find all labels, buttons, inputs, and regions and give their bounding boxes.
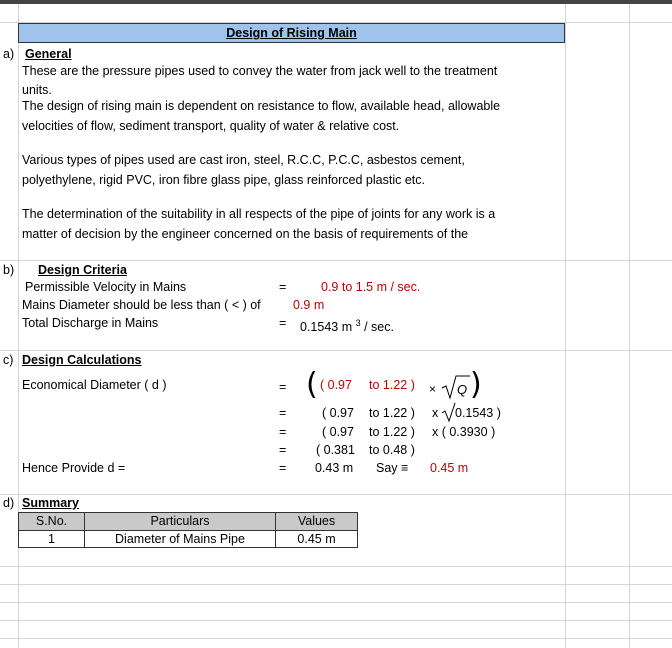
equals-sign: = — [279, 380, 287, 394]
summary-cell-particulars[interactable]: Diameter of Mains Pipe — [84, 530, 276, 548]
sqrt-symbol-q: Q — [457, 382, 468, 397]
general-text[interactable]: velocities of flow, sediment transport, quality of water & relative cost. — [22, 119, 400, 133]
general-text[interactable]: The design of rising main is dependent on resistance to flow, available head, allowable — [22, 99, 501, 113]
grid-column-line — [629, 4, 630, 648]
economical-diameter-label[interactable]: Economical Diameter ( d ) — [22, 378, 167, 392]
velocity-value[interactable]: 0.9 to 1.5 m / sec. — [321, 280, 421, 294]
calc-coefficient[interactable]: ( 0.97 — [322, 406, 354, 420]
equals-sign: = — [279, 425, 287, 439]
sheet-title[interactable]: Design of Rising Main — [18, 23, 565, 43]
summary-heading[interactable]: Summary — [22, 496, 79, 510]
calc-value[interactable]: x ( 0.3930 ) — [432, 425, 496, 439]
say-label: Say ≡ — [376, 461, 409, 475]
provide-label[interactable]: Hence Provide d = — [22, 461, 126, 475]
summary-header-values[interactable]: Values — [275, 512, 358, 531]
grid-row-line — [0, 350, 672, 351]
equals-sign: = — [279, 443, 287, 457]
grid-column-line — [18, 4, 19, 648]
computed-diameter[interactable]: 0.43 m — [315, 461, 354, 475]
calc-coefficient[interactable]: to 1.22 ) — [369, 406, 415, 420]
section-marker-c: c) — [3, 353, 14, 367]
calc-coefficient[interactable]: ( 0.97 — [322, 425, 354, 439]
grid-row-line — [0, 602, 672, 603]
summary-cell-sno[interactable]: 1 — [18, 530, 85, 548]
calc-result-high[interactable]: to 0.48 ) — [369, 443, 415, 457]
calc-coefficient[interactable]: to 1.22 ) — [369, 378, 415, 392]
calc-value[interactable]: 0.1543 ) — [455, 406, 501, 420]
general-text[interactable]: polyethylene, rigid PVC, iron fibre glass pipe, glass reinforced plastic etc. — [22, 173, 425, 187]
general-text[interactable]: These are the pressure pipes used to convey the water from jack well to the treatment — [22, 64, 498, 78]
adopted-diameter[interactable]: 0.45 m — [430, 461, 469, 475]
equals-sign: = — [279, 316, 287, 330]
multiply-sign: x — [432, 406, 439, 420]
calc-coefficient[interactable]: ( 0.97 — [320, 378, 352, 392]
criteria-heading[interactable]: Design Criteria — [38, 263, 127, 277]
general-text[interactable]: matter of decision by the engineer concerned on the basis of requirements of the — [22, 227, 469, 241]
section-marker-a: a) — [3, 47, 15, 61]
calculations-heading[interactable]: Design Calculations — [22, 353, 142, 367]
diameter-limit-label[interactable]: Mains Diameter should be less than ( < ) of — [22, 298, 261, 312]
right-bracket-icon: ) — [470, 367, 482, 402]
grid-row-line — [0, 566, 672, 567]
equals-sign: = — [279, 280, 287, 294]
multiply-sign: × — [429, 382, 437, 396]
velocity-label[interactable]: Permissible Velocity in Mains — [25, 280, 187, 294]
calc-result-low[interactable]: ( 0.381 — [316, 443, 355, 457]
diameter-limit-value[interactable]: 0.9 m — [293, 298, 325, 312]
discharge-number: 0.1543 m — [300, 320, 353, 335]
grid-column-line — [565, 4, 566, 648]
grid-row-line — [0, 584, 672, 585]
section-marker-d: d) — [3, 496, 15, 510]
summary-header-sno[interactable]: S.No. — [18, 512, 85, 531]
general-text[interactable]: The determination of the suitability in all respects of the pipe of joints for any work is a — [22, 207, 496, 221]
grid-row-line — [0, 260, 672, 261]
general-text[interactable]: Various types of pipes used are cast iron, steel, R.C.C, P.C.C, asbestos cement, — [22, 153, 465, 167]
calc-coefficient[interactable]: to 1.22 ) — [369, 425, 415, 439]
section-marker-b: b) — [3, 263, 15, 277]
discharge-value[interactable] — [300, 315, 394, 335]
discharge-exponent: 3 — [355, 318, 361, 328]
window-top-bar — [0, 0, 672, 4]
summary-header-particulars[interactable]: Particulars — [84, 512, 276, 531]
discharge-label[interactable]: Total Discharge in Mains — [22, 316, 159, 330]
summary-cell-value[interactable]: 0.45 m — [275, 530, 358, 548]
grid-row-line — [0, 620, 672, 621]
grid-row-line — [0, 638, 672, 639]
general-text[interactable]: units. — [22, 83, 52, 97]
left-bracket-icon: ( — [306, 367, 318, 402]
general-heading[interactable]: General — [25, 47, 72, 61]
grid-row-line — [0, 494, 672, 495]
equals-sign: = — [279, 461, 287, 475]
equals-sign: = — [279, 406, 287, 420]
discharge-unit: / sec. — [364, 320, 394, 335]
